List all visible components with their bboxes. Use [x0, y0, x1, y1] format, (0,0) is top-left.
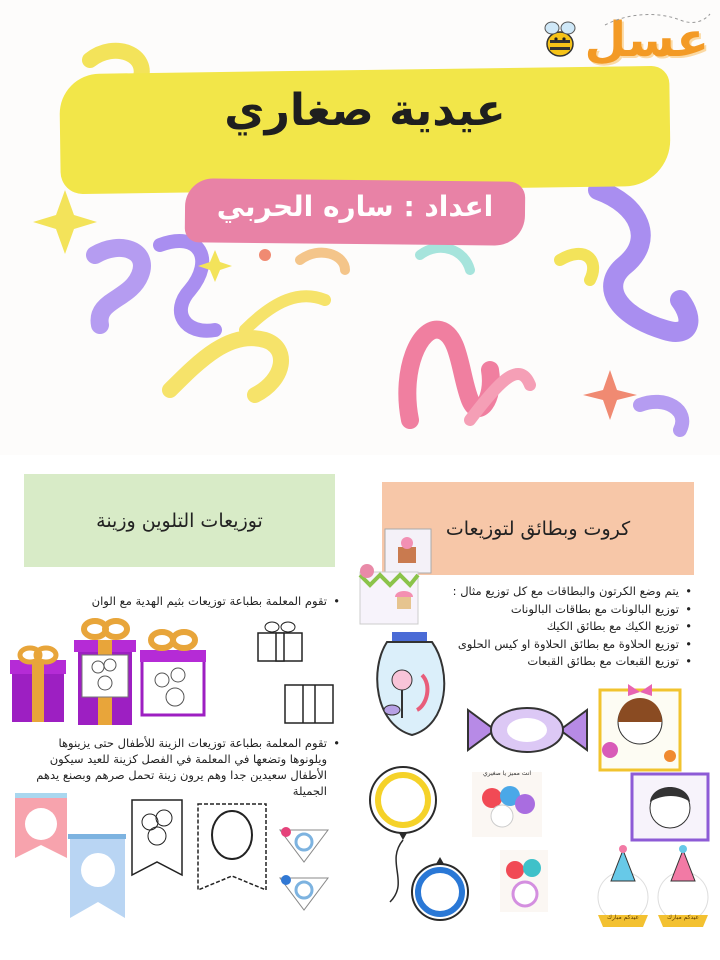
coloring-section-heading: توزيعات التلوين وزينة	[24, 474, 335, 567]
author-line: اعداد : ساره الحربي	[216, 190, 494, 223]
flight-path-icon	[600, 10, 715, 30]
gift-box-icon	[140, 632, 206, 715]
boy-card-icon	[630, 772, 710, 842]
hat-card-label: عيدكم مبارك	[667, 914, 699, 921]
page-title: عيدية صغاري	[224, 85, 506, 136]
coloring-bullet-1-text: • تقوم المعلمة بطباعة توزيعات بثيم الهدية مع الوان	[30, 593, 340, 609]
cards-list-item: • توزيع الكيك مع بطائق الكيك	[430, 618, 692, 636]
gift-coloring-pages	[10, 615, 340, 730]
cards-list-item: • توزيع القبعات مع بطائق القبعات	[430, 653, 692, 671]
brand-logo	[540, 10, 715, 80]
cards-section-heading: كروت وبطائق لتوزيعات	[382, 482, 694, 575]
logo-text: عسل	[584, 12, 709, 68]
balloon-card-title: انت مميز يا صغيري	[482, 770, 532, 777]
cards-list-item: • توزيع الحلاوة مع بطائق الحلاوة او كيس الحلوى	[430, 636, 692, 654]
cards-list-item: • توزيع البالونات مع بطاقات البالونات	[430, 601, 692, 619]
gift-box-icon	[10, 648, 66, 722]
cake-card-images	[355, 527, 435, 627]
cards-bullet-list	[430, 583, 692, 671]
hero-banner	[0, 0, 720, 455]
coloring-bullet-1	[30, 593, 340, 609]
hat-card-label: عيدكم مبارك	[607, 914, 639, 921]
candy-bag-icon	[367, 630, 452, 740]
colorful-balloon-cards	[470, 770, 550, 920]
balloon-cards-icon	[365, 762, 475, 932]
coloring-bullet-2-text: • تقوم المعلمة بطباعة توزيعات الزينة للأطفال حتى يزينوها ويلونوها وتضعها في المعلمة في الفصل كزينة للعيد سيكون الأطفال سعيدين جدا وهم يرون زينة تحمل صرهم وبصنع يدهم الجميلة	[28, 735, 340, 799]
cards-list-item: • يتم وضع الكرتون والبطاقات مع كل توزيع مثال :	[430, 583, 692, 601]
gift-box-outline-icon	[258, 622, 333, 723]
girl-card-icon	[598, 680, 686, 775]
gift-box-icon	[74, 621, 136, 725]
pennant-banner-icon	[15, 793, 126, 918]
banner-coloring-pages	[10, 790, 340, 925]
candy-card-icon	[465, 700, 590, 760]
flag-garland-icon	[280, 827, 328, 910]
bee-icon	[540, 14, 580, 62]
balloon-pennant-outline-icon	[132, 800, 266, 890]
